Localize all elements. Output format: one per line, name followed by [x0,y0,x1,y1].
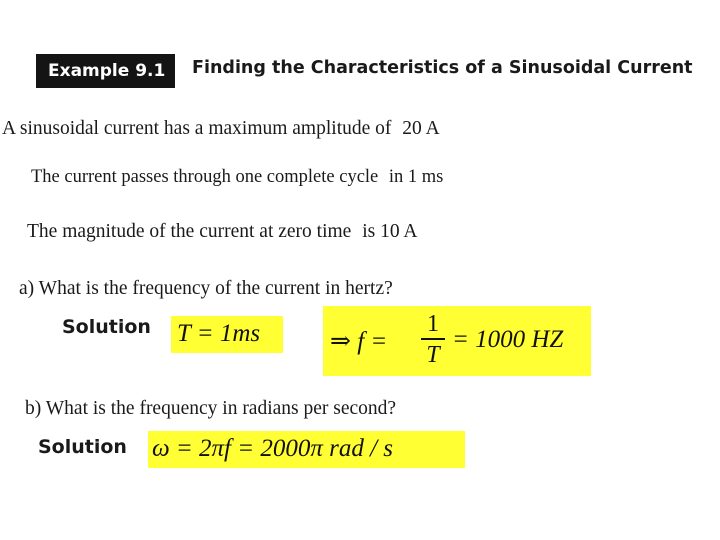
amplitude-value: 20 A [402,118,440,139]
frequency-fraction [421,311,445,368]
statement-amplitude [2,118,440,140]
zero-time-value: is 10 A [362,221,418,242]
solution-b-label: Solution [38,436,127,458]
omega-formula: ω = 2πf = 2000π rad / s [152,435,394,462]
fraction-denominator: T [426,342,440,368]
frequency-formula-lead: ⇒ f = [330,328,388,355]
example-tag: Example 9.1 [36,54,175,88]
statement-cycle [31,167,443,188]
cycle-value: in 1 ms [388,167,444,187]
question-b: b) What is the frequency in radians per second? [25,398,397,419]
solution-a-label: Solution [62,316,151,338]
page-title: Finding the Characteristics of a Sinusoidal Current [192,58,693,78]
statement-zero-time [27,221,417,243]
period-formula: T = 1ms [177,320,261,347]
zero-time-text: The magnitude of the current at zero time [27,221,352,242]
frequency-result: = 1000 HZ [452,326,564,353]
fraction-numerator: 1 [427,311,439,337]
question-a: a) What is the frequency of the current in hertz? [19,278,393,299]
cycle-text: The current passes through one complete cycle [31,167,379,187]
amplitude-text: A sinusoidal current has a maximum amplitude of [2,118,392,139]
fraction-bar [421,338,445,340]
